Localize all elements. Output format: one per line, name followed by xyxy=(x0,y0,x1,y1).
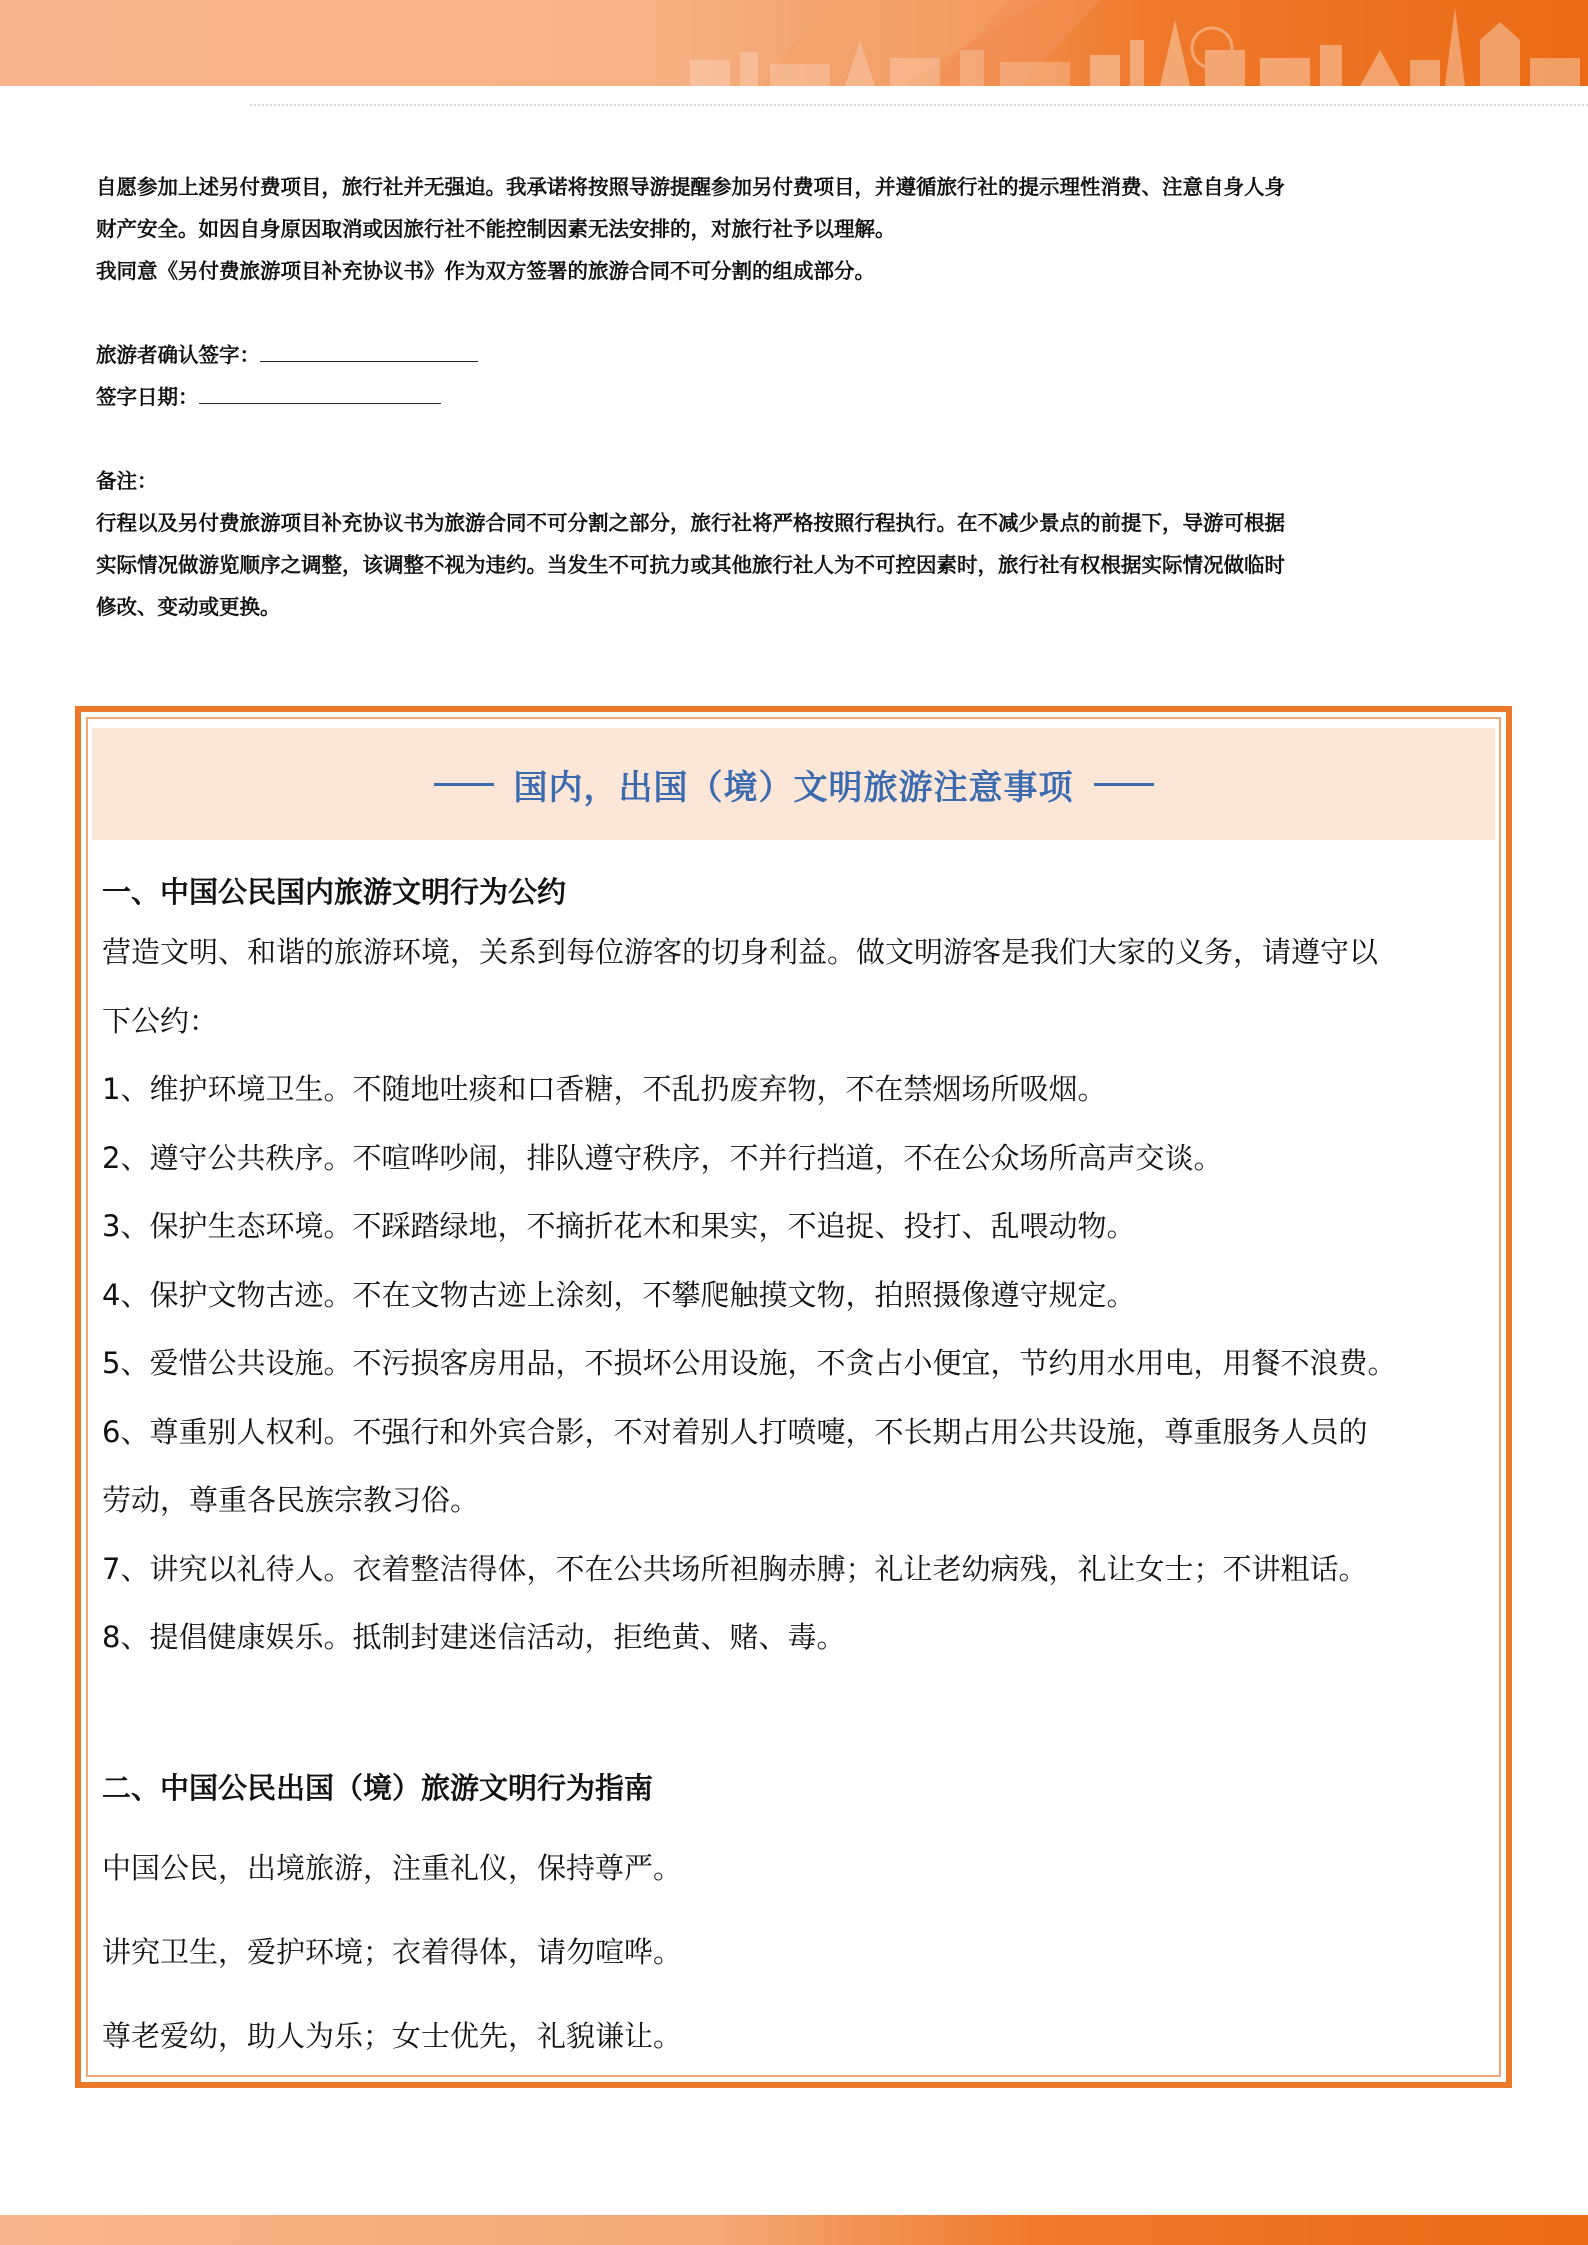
para1-line1: 自愿参加上述另付费项目，旅行社并无强迫。我承诺将按照导游提醒参加另付费项目，并遵循旅行社的提示理性消费、注意自身人身 xyxy=(96,175,1285,199)
signature-field[interactable] xyxy=(260,335,478,362)
remark-label: 备注： xyxy=(96,469,158,493)
remark-line3: 修改、变动或更换。 xyxy=(96,595,281,619)
header-banner xyxy=(0,0,1588,86)
section1-item: 8、提倡健康娱乐。抵制封建迷信活动，拒绝黄、赌、毒。 xyxy=(102,1620,846,1654)
city-skyline-decoration xyxy=(0,0,1588,86)
notice-box xyxy=(75,706,1512,2088)
signature-label: 旅游者确认签字： xyxy=(96,343,260,367)
title-dash-left xyxy=(434,783,494,786)
section2-heading: 二、中国公民出国（境）旅游文明行为指南 xyxy=(102,1770,654,1805)
remark-line1: 行程以及另付费旅游项目补充协议书为旅游合同不可分割之部分，旅行社将严格按照行程执行。在不减少景点的前提下，导游可根据 xyxy=(96,511,1285,535)
section1-item: 7、讲究以礼待人。衣着整洁得体，不在公共场所袒胸赤膊；礼让老幼病残，礼让女士；不讲粗话。 xyxy=(102,1551,1368,1586)
signature-row xyxy=(96,334,1496,376)
footer-banner xyxy=(0,2215,1588,2245)
agreement-text xyxy=(96,166,1496,628)
section2-line: 尊老爱幼，助人为乐；女士优先，礼貌谦让。 xyxy=(102,2018,683,2053)
section1-intro-line1: 营造文明、和谐的旅游环境，关系到每位游客的切身利益。做文明游客是我们大家的义务，请遵守以 xyxy=(102,935,1379,969)
section1-heading: 一、中国公民国内旅游文明行为公约 xyxy=(102,875,567,909)
section1-intro-line2: 下公约： xyxy=(102,1003,219,1038)
date-row xyxy=(96,376,1496,418)
remark-line2: 实际情况做游览顺序之调整，该调整不视为违约。当发生不可抗力或其他旅行社人为不可控因素时，旅行社有权根据实际情况做临时 xyxy=(96,553,1285,577)
header-divider xyxy=(250,104,1588,106)
date-label: 签字日期： xyxy=(96,385,199,409)
section2-line: 讲究卫生，爱护环境；衣着得体，请勿喧哗。 xyxy=(102,1934,683,1969)
notice-title: 国内，出国（境）文明旅游注意事项 xyxy=(513,767,1074,808)
section2-line: 中国公民，出境旅游，注重礼仪，保持尊严。 xyxy=(102,1850,683,1885)
date-field[interactable] xyxy=(199,377,441,404)
section1-item: 1、维护环境卫生。不随地吐痰和口香糖，不乱扔废弃物，不在禁烟场所吸烟。 xyxy=(102,1072,1107,1106)
section1-item: 3、保护生态环境。不踩踏绿地，不摘折花木和果实，不追捉、投打、乱喂动物。 xyxy=(102,1209,1136,1243)
notice-title-band xyxy=(92,728,1495,840)
notice-content xyxy=(102,844,1502,2078)
para2: 我同意《另付费旅游项目补充协议书》作为双方签署的旅游合同不可分割的组成部分。 xyxy=(96,259,875,283)
section1-item: 5、爱惜公共设施。不污损客房用品，不损坏公用设施，不贪占小便宜，节约用水用电，用餐不浪费。 xyxy=(102,1346,1397,1380)
section1-item: 2、遵守公共秩序。不喧哗吵闹，排队遵守秩序，不并行挡道，不在公众场所高声交谈。 xyxy=(102,1140,1223,1175)
title-dash-right xyxy=(1094,783,1154,786)
section1-item: 4、保护文物古迹。不在文物古迹上涂刻，不攀爬触摸文物，拍照摄像遵守规定。 xyxy=(102,1277,1136,1312)
section1-item: 6、尊重别人权利。不强行和外宾合影，不对着别人打喷嚏，不长期占用公共设施，尊重服务人员的 xyxy=(102,1414,1368,1449)
section1-item: 劳动，尊重各民族宗教习俗。 xyxy=(102,1483,480,1517)
para1-line2: 财产安全。如因自身原因取消或因旅行社不能控制因素无法安排的，对旅行社予以理解。 xyxy=(96,217,896,241)
